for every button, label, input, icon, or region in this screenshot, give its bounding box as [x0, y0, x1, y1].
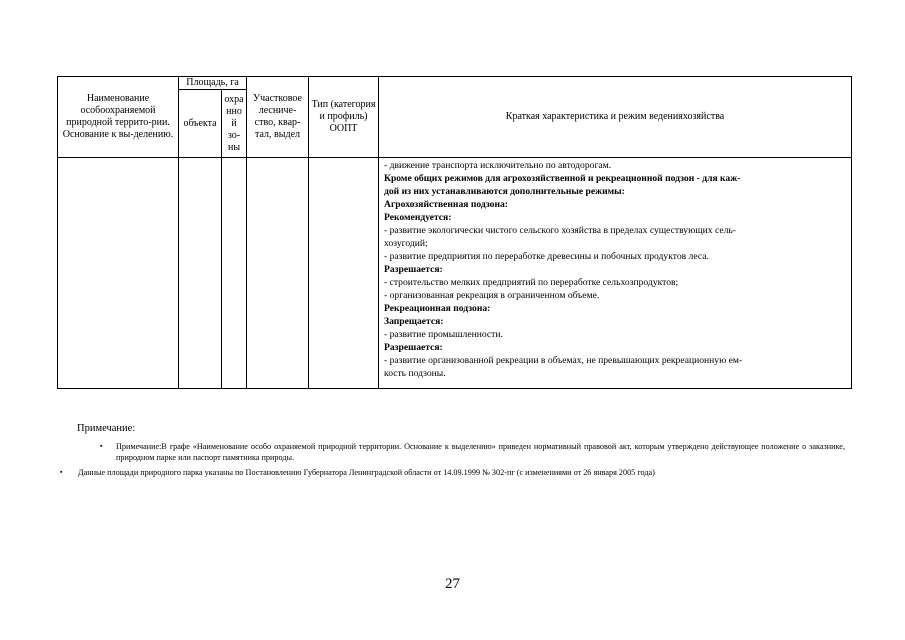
header-area: Площадь, га: [179, 77, 247, 90]
description-line: хозугодий;: [384, 238, 428, 249]
description-line: - строительство мелких предприятий по переработке сельхозпродуктов;: [384, 277, 679, 288]
description-line: Разрешается:: [384, 342, 443, 353]
description-line: Рекреационная подзона:: [384, 303, 491, 314]
bullet-icon: ▪: [60, 468, 63, 476]
description-line: - организованная рекреация в ограниченном объеме.: [384, 290, 600, 301]
header-name: Наименование особоохраняемой природной террито-рии. Основание к вы-делению.: [58, 77, 179, 158]
description-line: дой из них устанавливаются дополнительные режимы:: [384, 186, 625, 197]
header-description: Краткая характеристика и режим веденияхозяйства: [379, 77, 852, 158]
header-area-zone: охра нно й зо-ны: [222, 90, 247, 158]
note-item: [60, 467, 850, 478]
bullet-icon: ▪: [100, 442, 103, 450]
header-area-object: объекта: [179, 90, 222, 158]
description-line: - движение транспорта исключительно по автодорогам.: [384, 160, 612, 171]
description-line: - развитие предприятия по переработке древесины и побочных продуктов леса.: [384, 251, 709, 262]
table-row: [58, 158, 852, 389]
description-line: Запрещается:: [384, 316, 444, 327]
cell-name: [58, 158, 179, 389]
header-type: Тип (категория и профиль) ООПТ: [309, 77, 379, 158]
table-header-row: [58, 77, 852, 90]
note-text: Примечание:В графе «Наименование особо охраняемой природной территории. Основание к выделению» приведен нормативный правовой акт, которым утверждено действующее положение о заказнике, природном парке или паспорт памятника природы.: [116, 442, 845, 462]
page-number: 27: [445, 576, 460, 592]
description-line: Разрешается:: [384, 264, 443, 275]
description-line: кость подзоны.: [384, 368, 446, 379]
cell-area-object: [179, 158, 222, 389]
notes-heading: Примечание:: [77, 423, 136, 434]
note-text: Данные площади природного парка указаны по Постановлению Губернатора Ленинградской области от 14.09.1999 № 302-пг (с изменениями от 26 января 2005 года): [78, 468, 655, 477]
description-line: Кроме общих режимов для агрохозяйственной и рекреационной подзон - для каж-: [384, 173, 741, 184]
regime-table: [57, 76, 852, 389]
description-line: - развитие организованной рекреации в объемах, не превышающих рекреационную ем-: [384, 355, 743, 366]
cell-forestry: [247, 158, 309, 389]
note-item: [100, 441, 845, 463]
description-line: Агрохозяйственная подзона:: [384, 199, 508, 210]
cell-description: [379, 158, 852, 389]
cell-type: [309, 158, 379, 389]
description-line: - развитие промышленности.: [384, 329, 503, 340]
description-line: - развитие экологически чистого сельского хозяйства в пределах существующих сель-: [384, 225, 736, 236]
header-forestry: Участковое лесниче-ство, квар-тал, выдел: [247, 77, 309, 158]
description-line: Рекомендуется:: [384, 212, 452, 223]
cell-area-zone: [222, 158, 247, 389]
